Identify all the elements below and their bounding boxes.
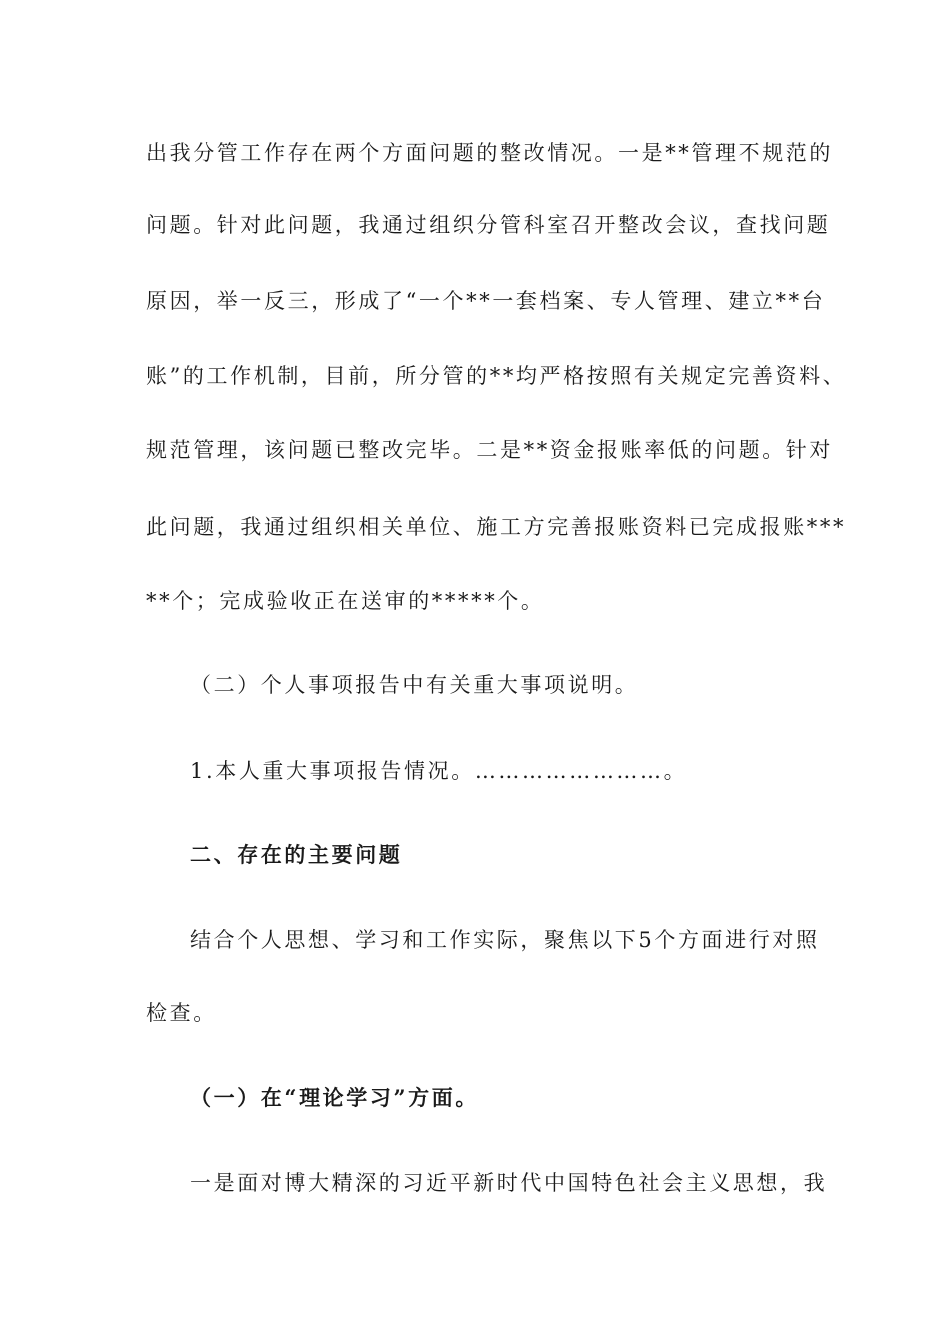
- section-heading: 二、存在的主要问题: [190, 842, 403, 867]
- paragraph-line: **个；完成验收正在送审的*****个。: [146, 589, 545, 613]
- section-subheading: （二）个人事项报告中有关重大事项说明。: [190, 673, 639, 697]
- paragraph-line: 此问题，我通过组织相关单位、施工方完善报账资料已完成报账***: [146, 515, 847, 539]
- paragraph-line: 检查。: [146, 1001, 217, 1025]
- list-item: 1.本人重大事项报告情况。……………………。: [190, 759, 688, 783]
- paragraph-line: 规范管理，该问题已整改完毕。二是**资金报账率低的问题。针对: [146, 438, 833, 462]
- paragraph-line: 原因，举一反三，形成了“一个**一套档案、专人管理、建立**台: [146, 289, 826, 313]
- paragraph-line: 账”的工作机制，目前，所分管的**均严格按照有关规定完善资料、: [146, 364, 847, 388]
- paragraph-line: 出我分管工作存在两个方面问题的整改情况。一是**管理不规范的: [146, 141, 833, 165]
- paragraph-line: 一是面对博大精深的习近平新时代中国特色社会主义思想，我: [190, 1171, 828, 1195]
- paragraph-line: 结合个人思想、学习和工作实际，聚焦以下5个方面进行对照: [190, 928, 820, 952]
- section-subheading: （一）在“理论学习”方面。: [190, 1085, 479, 1110]
- paragraph-line: 问题。针对此问题，我通过组织分管科室召开整改会议，查找问题: [146, 213, 831, 237]
